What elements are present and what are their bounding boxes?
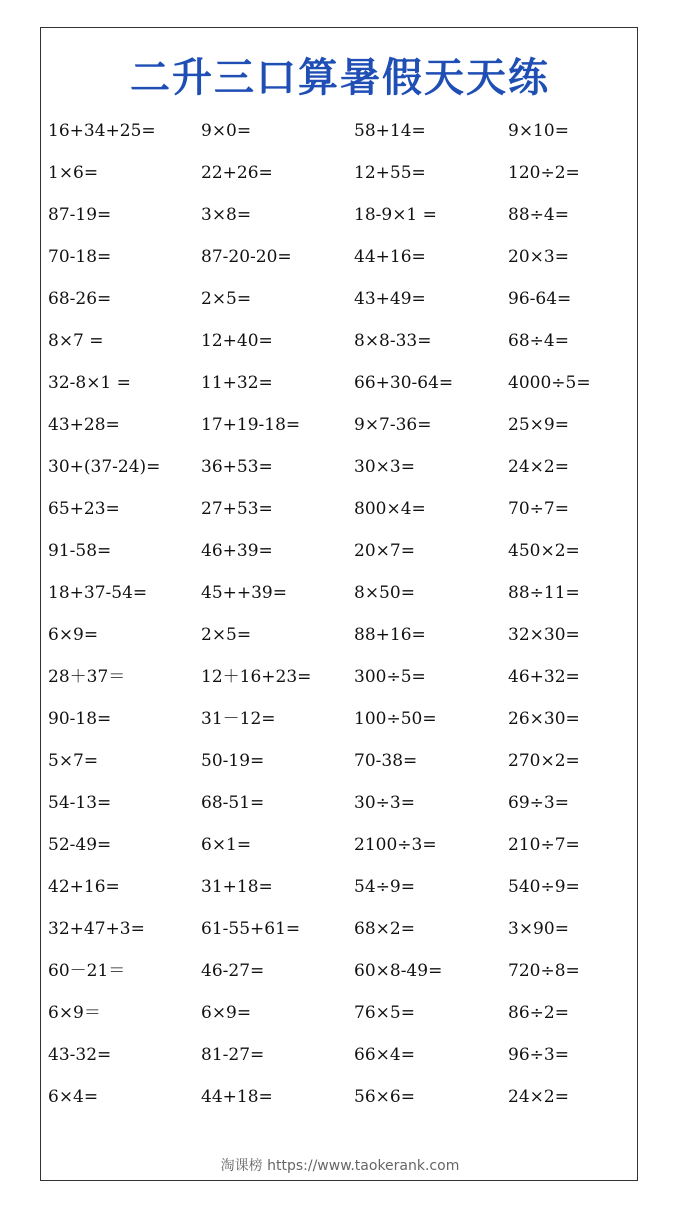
math-problem: 96÷3= <box>508 1045 569 1065</box>
math-problem: 30÷3= <box>354 793 415 813</box>
math-problem: 8×50= <box>354 583 415 603</box>
math-problem: 6×9= <box>201 1003 252 1023</box>
math-problem: 70-38= <box>354 751 418 771</box>
math-problem: 2100÷3= <box>354 835 437 855</box>
math-problem: 26×30= <box>508 709 580 729</box>
math-problem: 6×1= <box>201 835 252 855</box>
page-title: 二升三口算暑假天天练 <box>130 54 550 101</box>
math-problem: 61-55+61= <box>201 919 301 939</box>
math-problem: 69÷3= <box>508 793 569 813</box>
math-problem: 28＋37＝ <box>48 667 126 687</box>
math-problem: 1×6= <box>48 163 99 183</box>
math-problem: 91-58= <box>48 541 112 561</box>
math-problem: 18-9×1 = <box>354 205 437 225</box>
math-problem: 22+26= <box>201 163 273 183</box>
math-problem: 65+23= <box>48 499 120 519</box>
math-problem: 210÷7= <box>508 835 580 855</box>
math-problem: 6×9= <box>48 625 99 645</box>
math-problem: 300÷5= <box>354 667 426 687</box>
math-problem: 36+53= <box>201 457 273 477</box>
math-problem: 2×5= <box>201 289 252 309</box>
math-problem: 87-19= <box>48 205 112 225</box>
math-problem: 88÷11= <box>508 583 580 603</box>
math-problem: 70-18= <box>48 247 112 267</box>
math-problem: 46+39= <box>201 541 273 561</box>
math-problem: 4000÷5= <box>508 373 591 393</box>
math-problem: 32×30= <box>508 625 580 645</box>
math-problem: 5×7= <box>48 751 99 771</box>
math-problem: 56×6= <box>354 1087 415 1107</box>
math-problem: 42+16= <box>48 877 120 897</box>
math-problem: 66+30-64= <box>354 373 454 393</box>
math-problem: 76×5= <box>354 1003 415 1023</box>
math-problem: 32-8×1 = <box>48 373 131 393</box>
math-problem: 81-27= <box>201 1045 265 1065</box>
math-problem: 6×9＝ <box>48 1003 101 1023</box>
math-problem: 11+32= <box>201 373 273 393</box>
math-problem: 31－12= <box>201 709 276 729</box>
math-problem: 30+(37-24)= <box>48 457 161 477</box>
math-problem: 24×2= <box>508 1087 569 1107</box>
math-problem: 87-20-20= <box>201 247 292 267</box>
math-problem: 70÷7= <box>508 499 569 519</box>
math-problem: 540÷9= <box>508 877 580 897</box>
math-problem: 3×90= <box>508 919 569 939</box>
math-problem: 68×2= <box>354 919 415 939</box>
math-problem: 100÷50= <box>354 709 437 729</box>
math-problem: 31+18= <box>201 877 273 897</box>
math-problem: 50-19= <box>201 751 265 771</box>
math-problem: 20×3= <box>508 247 569 267</box>
math-problem: 8×8-33= <box>354 331 432 351</box>
math-problem: 9×10= <box>508 121 569 141</box>
math-problem: 27+53= <box>201 499 273 519</box>
math-problem: 66×4= <box>354 1045 415 1065</box>
math-problem: 54÷9= <box>354 877 415 897</box>
math-problem: 12+55= <box>354 163 426 183</box>
math-problem: 88÷4= <box>508 205 569 225</box>
math-problem: 16+34+25= <box>48 121 156 141</box>
math-problem: 12+40= <box>201 331 273 351</box>
math-problem: 88+16= <box>354 625 426 645</box>
math-problem: 9×0= <box>201 121 252 141</box>
problem-grid <box>48 110 638 1118</box>
math-problem: 30×3= <box>354 457 415 477</box>
math-problem: 96-64= <box>508 289 572 309</box>
math-problem: 58+14= <box>354 121 426 141</box>
math-problem: 12＋16+23= <box>201 667 312 687</box>
math-problem: 43+49= <box>354 289 426 309</box>
math-problem: 44+16= <box>354 247 426 267</box>
math-problem: 43+28= <box>48 415 120 435</box>
math-problem: 2×5= <box>201 625 252 645</box>
math-problem: 44+18= <box>201 1087 273 1107</box>
math-problem: 43-32= <box>48 1045 112 1065</box>
math-problem: 60×8-49= <box>354 961 443 981</box>
math-problem: 68-51= <box>201 793 265 813</box>
math-problem: 54-13= <box>48 793 112 813</box>
math-problem: 720÷8= <box>508 961 580 981</box>
math-problem: 20×7= <box>354 541 415 561</box>
math-problem: 24×2= <box>508 457 569 477</box>
math-problem: 32+47+3= <box>48 919 145 939</box>
math-problem: 68÷4= <box>508 331 569 351</box>
math-problem: 90-18= <box>48 709 112 729</box>
math-problem: 9×7-36= <box>354 415 432 435</box>
math-problem: 60－21＝ <box>48 961 126 981</box>
math-problem: 120÷2= <box>508 163 580 183</box>
math-problem: 8×7 = <box>48 331 104 351</box>
math-problem: 46+32= <box>508 667 580 687</box>
math-problem: 270×2= <box>508 751 580 771</box>
math-problem: 17+19-18= <box>201 415 301 435</box>
math-problem: 6×4= <box>48 1087 99 1107</box>
math-problem: 68-26= <box>48 289 112 309</box>
math-problem: 450×2= <box>508 541 580 561</box>
math-problem: 45++39= <box>201 583 287 603</box>
math-problem: 18+37-54= <box>48 583 148 603</box>
math-problem: 52-49= <box>48 835 112 855</box>
math-problem: 25×9= <box>508 415 569 435</box>
math-problem: 3×8= <box>201 205 252 225</box>
math-problem: 86÷2= <box>508 1003 569 1023</box>
footer-watermark: 淘课榜 https://www.taokerank.com <box>220 1158 460 1174</box>
math-problem: 800×4= <box>354 499 426 519</box>
math-problem: 46-27= <box>201 961 265 981</box>
